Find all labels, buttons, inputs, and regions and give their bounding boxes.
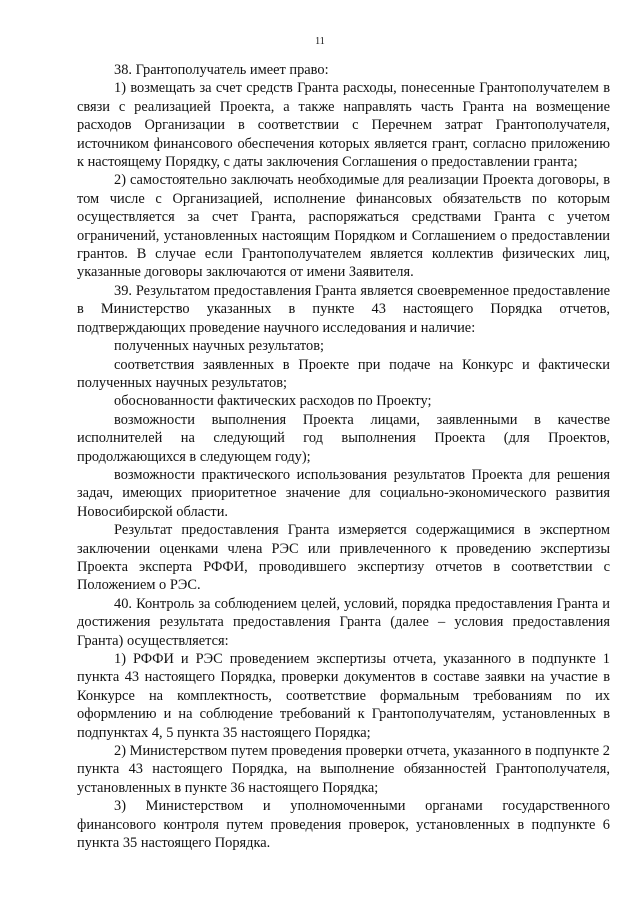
paragraph-40: 40. Контроль за соблюдением целей, условий, порядка предоставления Гранта и достижения результата предоставления Гранта (далее – условия предоставления Гранта) осуществляется: xyxy=(77,595,610,649)
paragraph-39-item-expenses: обоснованности фактических расходов по Проекту; xyxy=(114,393,432,410)
paragraph-38-heading: 38. Грантополучатель имеет право: xyxy=(114,62,329,78)
paragraph-40-item-3: 3) Министерством и уполномоченными органами государственного финансового контроля путем проведения проверок, установленных в подпункте 6 пункта 35 настоящего Порядка. xyxy=(77,798,610,852)
page-number: 11 xyxy=(315,36,325,47)
paragraph-39-item-executors: возможности выполнения Проекта лицами, заявленными в качестве исполнителей на следующий год выполнения Проекта (для Проектов, продолжающихся в следующем году); xyxy=(77,411,610,465)
paragraph-38-item-2: 2) самостоятельно заключать необходимые для реализации Проекта договоры, в том числе с Организацией, исполнение финансовых обязательств по которым осуществляется за счет Гранта, распоряжаться средствами Гранта с учетом ограничений, установленных настоящим Порядком и Соглашением о предоставлении грантов. В случае если Грантополучателем является коллектив физических лиц, указанные договоры заключаются от имени Заявителя. xyxy=(77,172,610,281)
document-body xyxy=(77,61,610,852)
paragraph-40-item-2: 2) Министерством путем проведения проверки отчета, указанного в подпункте 2 пункта 43 настоящего Порядка, на выполнение обязанностей Грантополучателя, установленных в пункте 36 настоящего Порядка; xyxy=(77,743,610,796)
paragraph-39-item-correspondence: соответствия заявленных в Проекте при подаче на Конкурс и фактически полученных научных результатов; xyxy=(77,356,610,391)
paragraph-39-item-results: полученных научных результатов; xyxy=(114,338,324,355)
paragraph-40-item-1: 1) РФФИ и РЭС проведением экспертизы отчета, указанного в подпункте 1 пункта 43 настоящего Порядка, проверки документов в составе заявки на участие в Конкурсе на комплектность, соответствие формальным требованиям по их оформлению и на соблюдение требований к Грантополучателям, установленных в подпунктах 4, 5 пункта 35 настоящего Порядка; xyxy=(77,651,610,741)
paragraph-39-result-measure: Результат предоставления Гранта измеряется содержащимися в экспертном заключении оценками члена РЭС или привлеченного к проведению экспертизы Проекта эксперта РФФИ, проводившего экспертизу отчетов в соответствии с Положением о РЭС. xyxy=(77,522,610,594)
paragraph-38-item-1: 1) возмещать за счет средств Гранта расходы, понесенные Грантополучателем в связи с реализацией Проекта, а также направлять часть Гранта на возмещение расходов Организации в соответствии с Перечнем затрат Грантополучателя, источником финансового обеспечения которых является грант, согласно приложению к настоящему Порядку, с даты заключения Соглашения о предоставлении гранта; xyxy=(77,80,610,171)
paragraph-39: 39. Результатом предоставления Гранта является своевременное предоставление в Министерство указанных в пункте 43 настоящего Порядка отчетов, подтверждающих проведение научного исследования и наличие: xyxy=(77,282,610,336)
paragraph-39-item-practical-use: возможности практического использования результатов Проекта для решения задач, имеющих приоритетное значение для социально-экономического развития Новосибирской области. xyxy=(77,466,610,520)
